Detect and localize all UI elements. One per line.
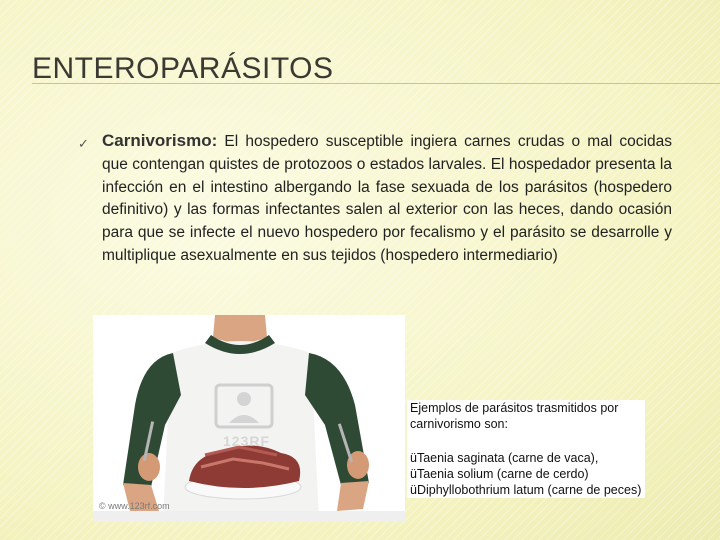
bullet-term: Carnivorismo: <box>102 131 218 150</box>
photo-watermark-url: © www.123rf.com <box>99 501 170 511</box>
examples-caption <box>407 400 645 498</box>
photo-watermark-logo: 123RF <box>223 433 271 449</box>
bullet-paragraph <box>102 130 672 268</box>
slide-title: ENTEROPARÁSITOS <box>32 52 334 85</box>
photo-illustration <box>93 315 405 521</box>
bullet-body: El hospedero susceptible ingiera carnes crudas o mal cocidas que contengan quistes de protozoos o estados larvales. El hospedador presenta la infección en el intestino albergando la fase sexuada de los parásitos (hospedero definitivo) y las formas infectantes salen al exterior con las heces, dando ocasión para que se infecte el nuevo hospedero por fecalismo y el parásito se desarrolle y multiplique asexualmente en sus tejidos (hospedero intermediario) <box>102 133 672 264</box>
caption-item: üTaenia solium (carne de cerdo) <box>410 467 589 481</box>
photo-man-with-meat <box>93 315 405 521</box>
caption-item: üDiphyllobothrium latum (carne de peces) <box>410 483 642 497</box>
checkmark-icon: ✓ <box>78 137 89 152</box>
title-underline <box>32 83 720 84</box>
caption-intro: Ejemplos de parásitos trasmitidos por carnivorismo son: <box>410 401 619 431</box>
caption-item: üTaenia saginata (carne de vaca), <box>410 451 599 465</box>
